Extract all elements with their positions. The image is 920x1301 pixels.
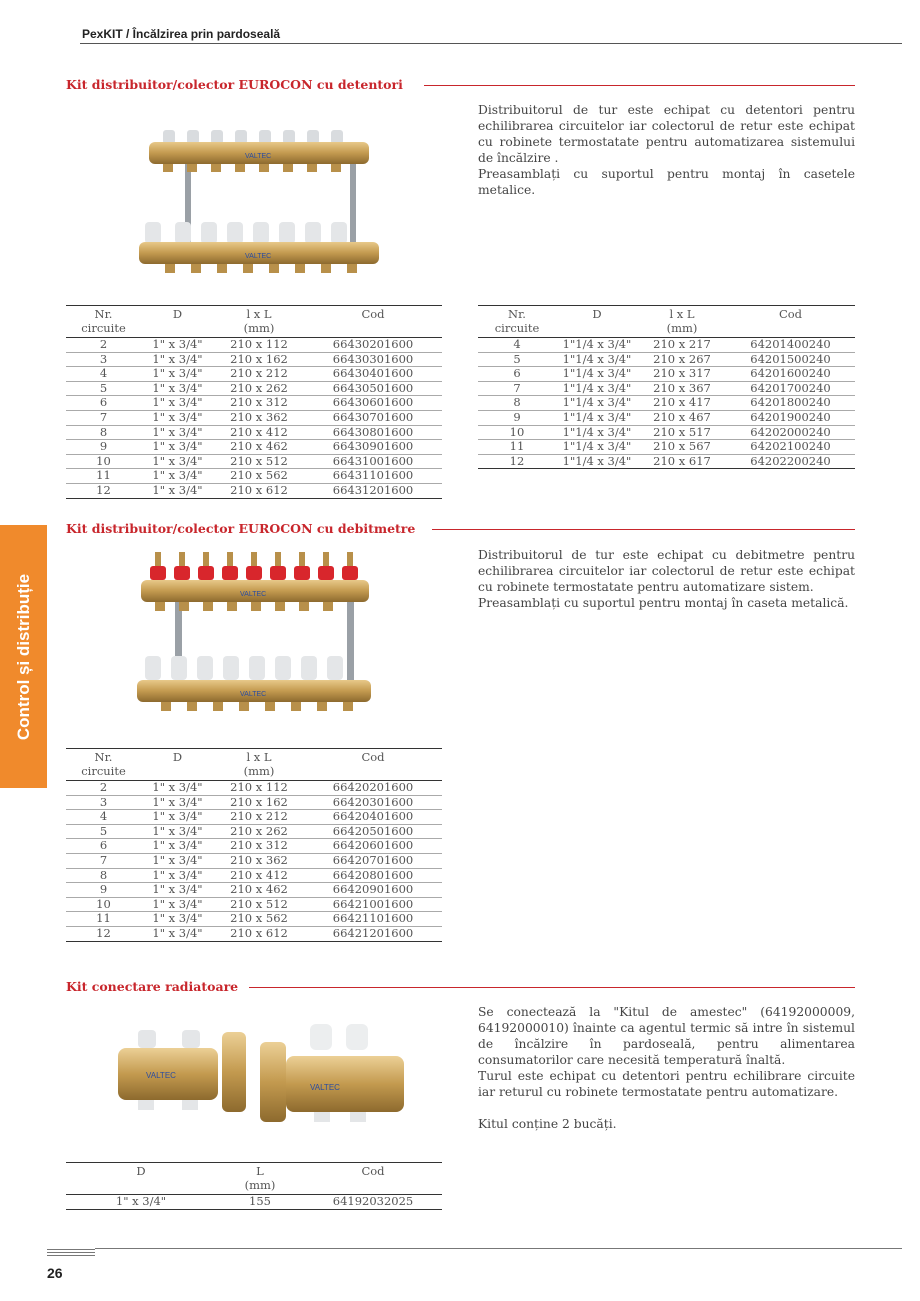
table-cell: 1"1/4 x 3/4" [556, 410, 638, 425]
description-paragraph: Se conectează la "Kitul de amestec" (64192000009, 64192000010) înainte ca agentul termic să intre în sistemul de încălzire în pardoseală, pentru alimentarea consumatorilor care necesită temperatură înaltă. [478, 1005, 855, 1067]
table-cell: 66430201600 [304, 338, 442, 353]
table-cell: 66430801600 [304, 425, 442, 440]
table-header-row [66, 749, 442, 781]
table-cell: 9 [66, 440, 141, 455]
table-cell: 1" x 3/4" [141, 367, 214, 382]
table-row [66, 425, 442, 440]
table-header-cell: D [141, 749, 214, 781]
table-cell: 1"1/4 x 3/4" [556, 454, 638, 469]
table-cell: 210 x 567 [638, 440, 726, 455]
section-title-radiatoare: Kit conectare radiatoare [66, 979, 239, 994]
table-cell: 10 [478, 425, 556, 440]
table-cell: 64201400240 [726, 338, 855, 353]
section-title-rule [249, 987, 855, 988]
table-row [478, 381, 855, 396]
top-caps [163, 130, 343, 144]
table-cell: 210 x 267 [638, 352, 726, 367]
table-cell: 210 x 562 [214, 912, 304, 927]
table-header-cell: Cod [304, 749, 442, 781]
table-cell: 12 [478, 454, 556, 469]
table-cell: 210 x 317 [638, 367, 726, 382]
table-row [66, 926, 442, 941]
section-title-detentori: Kit distribuitor/colector EUROCON cu detentori [66, 77, 403, 92]
table-header-cell: D [141, 306, 214, 338]
spec-table-radiatoare [66, 1162, 442, 1210]
table-cell: 1" x 3/4" [141, 897, 214, 912]
table-cell: 2 [66, 338, 141, 353]
table-header-cell: L (mm) [216, 1163, 304, 1195]
table-cell: 210 x 312 [214, 396, 304, 411]
table-row [66, 795, 442, 810]
table-cell: 210 x 162 [214, 795, 304, 810]
table-cell: 1"1/4 x 3/4" [556, 338, 638, 353]
table-cell: 210 x 517 [638, 425, 726, 440]
table-cell: 6 [478, 367, 556, 382]
table-cell: 1" x 3/4" [141, 440, 214, 455]
table-cell: 210 x 217 [638, 338, 726, 353]
table-header-cell: l x L (mm) [214, 749, 304, 781]
table-cell: 7 [66, 410, 141, 425]
table-cell: 66420701600 [304, 853, 442, 868]
table-cell: 66421201600 [304, 926, 442, 941]
section-title-rule [432, 529, 855, 530]
table-cell: 210 x 467 [638, 410, 726, 425]
table-cell: 66420901600 [304, 883, 442, 898]
table-cell: 1" x 3/4" [141, 338, 214, 353]
table-cell: 66430301600 [304, 352, 442, 367]
description-paragraph: Turul este echipat cu detentori pentru echilibrare circuite iar returul cu robinete termostatate pentru automatizare. [478, 1069, 855, 1099]
table-row [478, 338, 855, 353]
table-cell: 1" x 3/4" [141, 454, 214, 469]
table-row [66, 469, 442, 484]
table-cell: 1"1/4 x 3/4" [556, 352, 638, 367]
footer-decoration [47, 1249, 95, 1258]
page-number: 26 [47, 1265, 63, 1281]
table-row [66, 868, 442, 883]
table-cell: 1" x 3/4" [141, 425, 214, 440]
description-paragraph: Distribuitorul de tur este echipat cu debitmetre pentru echilibrarea circuitelor iar colectorul de retur este echipat cu robinete termostatate pentru automatizare sistem. [478, 548, 855, 594]
table-row [66, 824, 442, 839]
table-cell: 210 x 617 [638, 454, 726, 469]
description-paragraph: Kitul conține 2 bucăți. [478, 1117, 617, 1131]
table-cell: 64201600240 [726, 367, 855, 382]
table-cell: 210 x 612 [214, 926, 304, 941]
table-cell: 64201900240 [726, 410, 855, 425]
table-row [66, 396, 442, 411]
table-cell: 8 [66, 425, 141, 440]
table-cell: 210 x 412 [214, 425, 304, 440]
table-header-cell: Cod [304, 1163, 442, 1195]
table-cell: 210 x 462 [214, 440, 304, 455]
table-row [478, 425, 855, 440]
table-row [478, 454, 855, 469]
table-row [66, 883, 442, 898]
table-cell: 210 x 112 [214, 781, 304, 796]
section-title-debitmetre: Kit distribuitor/colector EUROCON cu debitmetre [66, 521, 416, 536]
table-cell: 11 [66, 469, 141, 484]
table-row [66, 1195, 442, 1210]
table-cell: 64202200240 [726, 454, 855, 469]
table-cell: 1" x 3/4" [141, 396, 214, 411]
table-cell: 12 [66, 483, 141, 498]
table-cell: 210 x 367 [638, 381, 726, 396]
table-cell: 8 [66, 868, 141, 883]
table-row [478, 410, 855, 425]
side-tab-label: Control și distribuție [13, 573, 33, 740]
section-description-radiatoare [478, 1004, 855, 1132]
table-cell: 64202000240 [726, 425, 855, 440]
table-cell: 210 x 212 [214, 810, 304, 825]
table-cell: 1"1/4 x 3/4" [556, 367, 638, 382]
table-header-cell: D [556, 306, 638, 338]
table-cell: 5 [66, 824, 141, 839]
table-cell: 210 x 262 [214, 824, 304, 839]
table-header-cell: l x L (mm) [638, 306, 726, 338]
header-rule [80, 43, 902, 44]
table-cell: 1" x 3/4" [141, 795, 214, 810]
table-cell: 66420601600 [304, 839, 442, 854]
table-row [66, 352, 442, 367]
table-cell: 66430901600 [304, 440, 442, 455]
table-row [478, 352, 855, 367]
table-row [66, 810, 442, 825]
table-cell: 11 [66, 912, 141, 927]
svg-text:VALTEC: VALTEC [245, 153, 272, 160]
table-header-cell: Cod [304, 306, 442, 338]
table-cell: 1" x 3/4" [141, 926, 214, 941]
table-row [478, 367, 855, 382]
table-header-row [66, 306, 442, 338]
table-cell: 5 [66, 381, 141, 396]
table-cell: 210 x 362 [214, 410, 304, 425]
table-cell: 210 x 462 [214, 883, 304, 898]
table-cell: 1" x 3/4" [141, 483, 214, 498]
table-cell: 210 x 417 [638, 396, 726, 411]
table-cell: 66430601600 [304, 396, 442, 411]
table-cell: 66430501600 [304, 381, 442, 396]
table-cell: 66420501600 [304, 824, 442, 839]
table-row [66, 483, 442, 498]
table-row [478, 440, 855, 455]
table-cell: 3 [66, 352, 141, 367]
manifold-with-flowmeters-image [135, 548, 375, 718]
table-cell: 66420301600 [304, 795, 442, 810]
table-header-cell: Cod [726, 306, 855, 338]
description-paragraph [478, 1100, 855, 1116]
description-paragraph: Preasamblați cu suportul pentru montaj în caseta metalică. [478, 596, 849, 610]
svg-text:VALTEC: VALTEC [240, 691, 267, 698]
table-cell: 1"1/4 x 3/4" [556, 381, 638, 396]
table-cell: 4 [66, 810, 141, 825]
table-cell: 210 x 162 [214, 352, 304, 367]
table-cell: 6 [66, 839, 141, 854]
spec-table-detentori-left [66, 305, 442, 499]
header-title: PexKIT / Încălzirea prin pardoseală [82, 27, 281, 41]
table-cell: 1" x 3/4" [66, 1195, 216, 1210]
table-cell: 9 [66, 883, 141, 898]
table-cell: 64201800240 [726, 396, 855, 411]
table-cell: 210 x 212 [214, 367, 304, 382]
radiator-connection-kit-image [110, 1022, 410, 1132]
table-cell: 1" x 3/4" [141, 410, 214, 425]
table-cell: 1" x 3/4" [141, 839, 214, 854]
table-cell: 64201500240 [726, 352, 855, 367]
table-cell: 1" x 3/4" [141, 912, 214, 927]
svg-text:VALTEC: VALTEC [240, 591, 267, 598]
table-cell: 7 [66, 853, 141, 868]
table-cell: 155 [216, 1195, 304, 1210]
table-cell: 210 x 312 [214, 839, 304, 854]
table-header-cell: Nr. circuite [66, 306, 141, 338]
spec-table-detentori-right [478, 305, 855, 469]
table-cell: 210 x 512 [214, 454, 304, 469]
table-row [66, 897, 442, 912]
table-cell: 1"1/4 x 3/4" [556, 396, 638, 411]
table-cell: 1" x 3/4" [141, 381, 214, 396]
table-row [478, 396, 855, 411]
table-cell: 66420201600 [304, 781, 442, 796]
table-cell: 210 x 112 [214, 338, 304, 353]
table-header-cell: l x L (mm) [214, 306, 304, 338]
description-paragraph: Preasamblați cu suportul pentru montaj în casetele metalice. [478, 167, 855, 197]
table-row [66, 367, 442, 382]
table-cell: 66430701600 [304, 410, 442, 425]
table-cell: 66421001600 [304, 897, 442, 912]
side-tab [0, 525, 47, 788]
table-cell: 1" x 3/4" [141, 469, 214, 484]
table-cell: 210 x 512 [214, 897, 304, 912]
table-cell: 1" x 3/4" [141, 352, 214, 367]
svg-text:VALTEC: VALTEC [146, 1071, 176, 1080]
manifold-with-valves-image [135, 122, 385, 282]
table-cell: 8 [478, 396, 556, 411]
table-cell: 66431101600 [304, 469, 442, 484]
table-cell: 5 [478, 352, 556, 367]
table-row [66, 839, 442, 854]
table-cell: 1" x 3/4" [141, 868, 214, 883]
table-cell: 210 x 612 [214, 483, 304, 498]
table-row [66, 410, 442, 425]
spec-table-debitmetre [66, 748, 442, 942]
table-cell: 1"1/4 x 3/4" [556, 425, 638, 440]
table-cell: 66431001600 [304, 454, 442, 469]
table-cell: 7 [478, 381, 556, 396]
svg-text:VALTEC: VALTEC [310, 1083, 340, 1092]
table-cell: 11 [478, 440, 556, 455]
table-cell: 66430401600 [304, 367, 442, 382]
table-header-cell: D [66, 1163, 216, 1195]
table-cell: 1" x 3/4" [141, 810, 214, 825]
table-header-row [478, 306, 855, 338]
table-cell: 10 [66, 454, 141, 469]
section-title-rule [424, 85, 855, 86]
table-row [66, 853, 442, 868]
svg-text:VALTEC: VALTEC [245, 253, 272, 260]
table-header-cell: Nr. circuite [66, 749, 141, 781]
table-cell: 3 [66, 795, 141, 810]
table-cell: 210 x 412 [214, 868, 304, 883]
table-header-row [66, 1163, 442, 1195]
table-cell: 2 [66, 781, 141, 796]
table-cell: 1" x 3/4" [141, 824, 214, 839]
table-cell: 4 [478, 338, 556, 353]
table-cell: 1" x 3/4" [141, 853, 214, 868]
table-cell: 210 x 262 [214, 381, 304, 396]
table-cell: 9 [478, 410, 556, 425]
table-cell: 66431201600 [304, 483, 442, 498]
footer-rule [95, 1248, 902, 1249]
table-row [66, 781, 442, 796]
table-cell: 64201700240 [726, 381, 855, 396]
table-row [66, 912, 442, 927]
table-cell: 1" x 3/4" [141, 781, 214, 796]
table-cell: 64192032025 [304, 1195, 442, 1210]
table-cell: 4 [66, 367, 141, 382]
table-row [66, 381, 442, 396]
table-cell: 66420401600 [304, 810, 442, 825]
table-cell: 1"1/4 x 3/4" [556, 440, 638, 455]
description-paragraph: Distribuitorul de tur este echipat cu detentori pentru echilibrarea circuitelor iar colectorul de retur este echipat cu robinete termostatate pentru automatizarea sistemului de încălzire . [478, 103, 855, 165]
table-header-cell: Nr. circuite [478, 306, 556, 338]
section-description-debitmetre [478, 547, 855, 611]
table-cell: 210 x 562 [214, 469, 304, 484]
table-row [66, 454, 442, 469]
table-cell: 66420801600 [304, 868, 442, 883]
table-cell: 12 [66, 926, 141, 941]
table-cell: 66421101600 [304, 912, 442, 927]
table-cell: 64202100240 [726, 440, 855, 455]
table-cell: 1" x 3/4" [141, 883, 214, 898]
table-row [66, 338, 442, 353]
table-row [66, 440, 442, 455]
table-cell: 10 [66, 897, 141, 912]
section-description-detentori [478, 102, 855, 198]
table-cell: 210 x 362 [214, 853, 304, 868]
table-cell: 6 [66, 396, 141, 411]
